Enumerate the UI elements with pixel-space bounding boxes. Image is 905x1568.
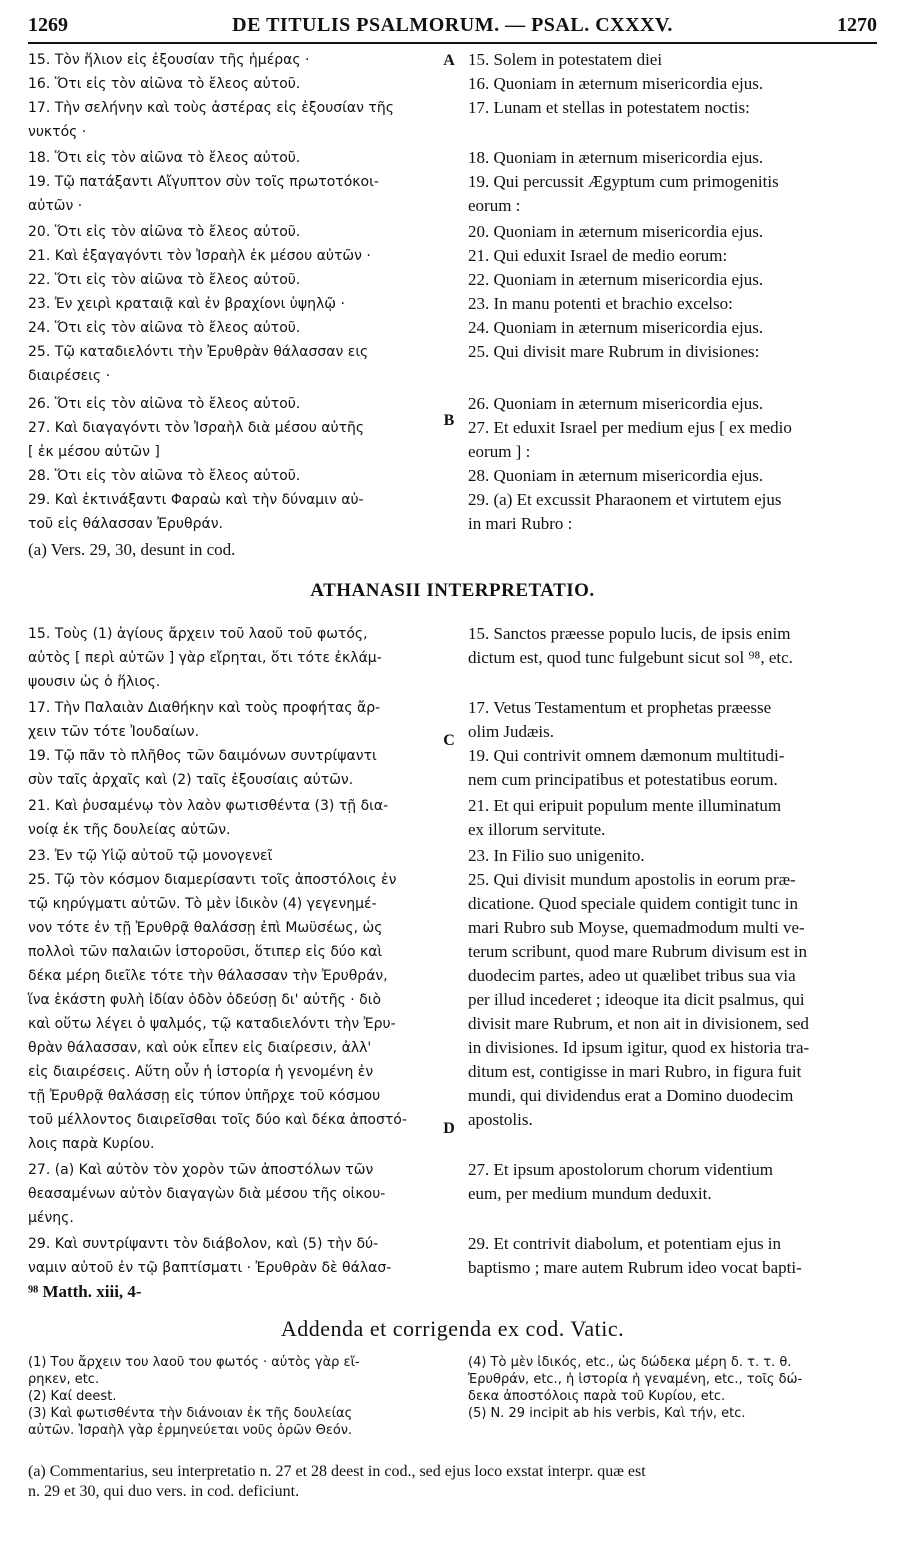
text-line: 19. Τῷ πατάξαντι Αἴγυπτον σὺν τοῖς πρωτοτόκοι- (28, 174, 379, 190)
text-line: καὶ οὕτω λέγει ὁ ψαλμός, τῷ καταδιελόντι τὴν Ἐρυ- (28, 1016, 396, 1032)
text-line: 26. Ὅτι εἰς τὸν αἰῶνα τὸ ἔλεος αὐτοῦ. (28, 396, 301, 412)
text-line: eorum ] : (468, 442, 531, 461)
text-line: μένης. (28, 1210, 74, 1226)
text-line: 17. Τὴν σελήνην καὶ τοὺς ἀστέρας εἰς ἐξουσίαν τῆς (28, 100, 394, 116)
text-line: δέκα μέρη διεῖλε τότε τὴν θάλασσαν τὴν Ἐρυθράν, (28, 968, 388, 984)
text-line: 16. Quoniam in æternum misericordia ejus. (468, 74, 764, 93)
text-line: mari Rubro sub Moyse, quemadmodum multi ve- (468, 918, 805, 937)
text-line: 24. Ὅτι εἰς τὸν αἰῶνα τὸ ἔλεος αὐτοῦ. (28, 320, 301, 336)
text-line: baptismo ; mare autem Rubrum ideo vocat bapti- (468, 1258, 802, 1277)
text-line: τοῦ μέλλοντος διαιρεῖσθαι τοῖς δύο καὶ δέκα ἀποστό- (28, 1112, 407, 1128)
section-title: ATHANASII INTERPRETATIO. (310, 580, 595, 601)
addenda-line: δεκα ἀποστόλοις παρὰ τοῦ Κυρίου, etc. (468, 1389, 726, 1404)
text-line: 25. Τῷ τὸν κόσμον διαμερίσαντι τοῖς ἀποστόλοις ἐν (28, 872, 397, 888)
addenda-line: (5) N. 29 incipit ab his verbis, Καὶ τήν, etc. (468, 1406, 746, 1421)
text-line: ditum est, contigisse in mari Rubro, in figura fuit (468, 1062, 802, 1081)
text-line: ἵνα ἑκάστη φυλὴ ἰδίαν ὁδὸν ὁδεύσῃ δι' αὐτῆς · διὸ (28, 992, 382, 1008)
text-line: 19. Qui percussit Ægyptum cum primogenitis (468, 172, 779, 191)
text-line: 29. Καὶ ἐκτινάξαντι Φαραὼ καὶ τὴν δύναμιν αὐ- (28, 492, 364, 508)
text-line: 27. Et eduxit Israel per medium ejus [ ex medio (468, 418, 792, 437)
text-line: 28. Ὅτι εἰς τὸν αἰῶνα τὸ ἔλεος αὐτοῦ. (28, 468, 301, 484)
text-line: nem cum principatibus et potestatibus eorum. (468, 770, 778, 789)
addenda-line: (1) Του ἄρχειν του λαοῦ του φωτός · αὐτὸς γὰρ εἴ- (28, 1355, 360, 1370)
margin-marker-c: C (443, 732, 455, 749)
addenda-line: (3) Καὶ φωτισθέντα τὴν διάνοιαν ἐκ τῆς δουλείας (28, 1406, 353, 1421)
text-line: 23. In Filio suo unigenito. (468, 846, 645, 865)
text-line: 18. Quoniam in æternum misericordia ejus. (468, 148, 764, 167)
footnote-line: (a) Vers. 29, 30, desunt in cod. (28, 540, 236, 559)
page-number-left: 1269 (28, 14, 68, 36)
text-line: dicatione. Quod speciale quidem contigit tunc in (468, 894, 798, 913)
text-line: νοίᾳ ἐκ τῆς δουλείας αὐτῶν. (28, 822, 231, 838)
text-line: eorum : (468, 196, 521, 215)
text-line: τῷ κηρύγματι αὐτῶν. Τὸ μὲν ἰδικὸν (4) γεγενημέ- (28, 896, 377, 912)
text-line: διαιρέσεις · (28, 368, 111, 384)
text-line: χειν τῶν τότε Ἰουδαίων. (28, 724, 200, 740)
addenda-line: Ἐρυθράν, etc., ἡ ἱστορία ἡ γεναμένη, etc., τοῖς δώ- (468, 1372, 803, 1387)
margin-marker-a: A (443, 52, 455, 69)
text-line: 19. Qui contrivit omnem dæmonum multitudi- (468, 746, 785, 765)
addenda-line: αὐτῶν. Ἰσραὴλ γὰρ ἑρμηνεύεται νοῦς ὁρῶν Θεόν. (28, 1423, 353, 1438)
text-line: αὐτῶν · (28, 198, 83, 214)
text-line: ex illorum servitute. (468, 820, 606, 839)
footnote-line: ⁹⁸ Matth. xiii, 4- (28, 1282, 142, 1301)
text-line: 16. Ὅτι εἰς τὸν αἰῶνα τὸ ἔλεος αὐτοῦ. (28, 76, 301, 92)
text-line: mundi, qui dividendus erat a Domino duodecim (468, 1086, 794, 1105)
text-line: 25. Qui divisit mare Rubrum in divisiones: (468, 342, 760, 361)
text-line: divisit mare Rubrum, et non ait in divisionem, sed (468, 1014, 809, 1033)
text-line: τοῦ εἰς θάλασσαν Ἐρυθράν. (28, 516, 223, 532)
running-title: DE TITULIS PSALMORUM. — PSAL. CXXXV. (232, 14, 673, 36)
text-line: 27. Καὶ διαγαγόντι τὸν Ἰσραὴλ διὰ μέσου αὐτῆς (28, 420, 365, 436)
text-line: 23. Ἐν τῷ Υἱῷ αὐτοῦ τῷ μονογενεῖ (28, 848, 273, 864)
text-line: 15. Solem in potestatem diei (468, 50, 663, 69)
text-line: olim Judæis. (468, 722, 554, 741)
text-line: 15. Sanctos præesse populo lucis, de ipsis enim (468, 624, 791, 643)
text-line: 19. Τῷ πᾶν τὸ πλῆθος τῶν δαιμόνων συντρίψαντι (28, 748, 377, 764)
text-line: terum scribunt, quod mare Rubrum divisum est in (468, 942, 808, 961)
text-line: [ ἐκ μέσου αὐτῶν ] (28, 444, 160, 460)
text-line: 17. Τὴν Παλαιὰν Διαθήκην καὶ τοὺς προφήτας ἄρ- (28, 700, 381, 716)
text-line: 24. Quoniam in æternum misericordia ejus. (468, 318, 764, 337)
text-line: 22. Quoniam in æternum misericordia ejus. (468, 270, 764, 289)
text-line: 29. (a) Et excussit Pharaonem et virtutem ejus (468, 490, 782, 509)
text-line: in divisiones. Id ipsum igitur, quod ex historia tra- (468, 1038, 810, 1057)
text-line: 29. Et contrivit diabolum, et potentiam ejus in (468, 1234, 782, 1253)
text-line: ναμιν αὐτοῦ ἐν τῷ βαπτίσματι · Ἐρυθρὰν δὲ θάλασ- (28, 1260, 392, 1276)
addenda-line: (2) Καί deest. (28, 1389, 117, 1404)
text-line: 28. Quoniam in æternum misericordia ejus. (468, 466, 764, 485)
bottom-note-line: (a) Commentarius, seu interpretatio n. 27 et 28 deest in cod., sed ejus loco exstat interpr. quæ est (28, 1463, 646, 1480)
text-line: apostolis. (468, 1110, 533, 1129)
text-line: θρὰν θάλασσαν, καὶ οὐκ εἶπεν εἰς διαίρεσιν, ἀλλ' (28, 1040, 372, 1056)
text-line: 29. Καὶ συντρίψαντι τὸν διάβολον, καὶ (5) τὴν δύ- (28, 1236, 379, 1252)
text-line: 27. Et ipsum apostolorum chorum videntium (468, 1160, 774, 1179)
text-line: 21. Καὶ ἐξαγαγόντι τὸν Ἰσραὴλ ἐκ μέσου αὐτῶν · (28, 248, 371, 264)
margin-marker-d: D (443, 1120, 455, 1137)
text-line: 26. Quoniam in æternum misericordia ejus. (468, 394, 764, 413)
text-line: 18. Ὅτι εἰς τὸν αἰῶνα τὸ ἔλεος αὐτοῦ. (28, 150, 301, 166)
text-line: 21. Καὶ ῥυσαμένῳ τὸν λαὸν φωτισθέντα (3) τῇ δια- (28, 798, 389, 814)
text-line: in mari Rubro : (468, 514, 573, 533)
text-line: 22. Ὅτι εἰς τὸν αἰῶνα τὸ ἔλεος αὐτοῦ. (28, 272, 301, 288)
text-line: 17. Lunam et stellas in potestatem noctis: (468, 98, 750, 117)
text-line: 21. Qui eduxit Israel de medio eorum: (468, 246, 728, 265)
text-line: θεασαμένων αὐτὸν διαγαγὼν διὰ μέσου τῆς οἰκου- (28, 1186, 386, 1202)
text-line: per illud incederet ; ideoque ita dicit psalmus, qui (468, 990, 805, 1009)
text-line: σὺν ταῖς ἀρχαῖς καὶ (2) ταῖς ἐξουσίαις αὐτῶν. (28, 772, 354, 788)
text-line: duodecim partes, adeo ut quælibet tribus sua via (468, 966, 796, 985)
text-line: πολλοὶ τῶν παλαιῶν ἱστοροῦσι, ὅτιπερ εἰς δύο καὶ (28, 944, 383, 960)
text-line: νυκτός · (28, 124, 87, 140)
bottom-note-line: n. 29 et 30, qui duo vers. in cod. deficiunt. (28, 1483, 300, 1500)
text-line: τῇ Ἐρυθρᾷ θαλάσσῃ εἰς τύπον ὑπῆρχε τοῦ κόσμου (28, 1088, 381, 1104)
addenda-line: (4) Τὸ μὲν ἰδικός, etc., ὡς δώδεκα μέρη δ. τ. τ. θ. (468, 1355, 792, 1370)
text-line: 23. In manu potenti et brachio excelso: (468, 294, 733, 313)
text-line: dictum est, quod tunc fulgebunt sicut sol ⁹⁸, etc. (468, 648, 793, 667)
text-line: 25. Qui divisit mundum apostolis in eorum præ- (468, 870, 796, 889)
page-header (28, 12, 877, 44)
text-line: νον τότε ἐν τῇ Ἐρυθρᾷ θαλάσσῃ ἐπὶ Μωϋσέως, ὡς (28, 920, 383, 936)
text-line: 25. Τῷ καταδιελόντι τὴν Ἐρυθρὰν θάλασσαν εις (28, 344, 369, 360)
text-line: 23. Ἐν χειρὶ κραταιᾷ καὶ ἐν βραχίονι ὑψηλῷ · (28, 296, 345, 312)
text-line: αὐτὸς [ περὶ αὐτῶν ] γὰρ εἴρηται, ὅτι τότε ἐκλάμ- (28, 650, 382, 666)
text-line: λοις παρὰ Κυρίου. (28, 1136, 155, 1152)
text-line: 20. Ὅτι εἰς τὸν αἰῶνα τὸ ἔλεος αὐτοῦ. (28, 224, 301, 240)
text-line: 20. Quoniam in æternum misericordia ejus. (468, 222, 764, 241)
margin-marker-b: B (443, 412, 455, 429)
text-line: 15. Τοὺς (1) ἁγίους ἄρχειν τοῦ λαοῦ τοῦ φωτός, (28, 626, 368, 642)
text-line: eum, per medium mundum deduxit. (468, 1184, 712, 1203)
text-line: ψουσιν ὡς ὁ ἥλιος. (28, 674, 161, 690)
addenda-title: Addenda et corrigenda ex cod. Vatic. (280, 1316, 625, 1341)
text-line: 27. (a) Καὶ αὐτὸν τὸν χορὸν τῶν ἀποστόλων τῶν (28, 1162, 374, 1178)
text-line: 17. Vetus Testamentum et prophetas præesse (468, 698, 772, 717)
addenda-line: ρηκεν, etc. (28, 1372, 100, 1387)
text-line: εἰς διαιρέσεις. Αὕτη οὖν ἡ ἱστορία ἡ γενομένη ἐν (28, 1064, 374, 1080)
page-number-right: 1270 (837, 14, 877, 36)
text-line: 21. Et qui eripuit populum mente illuminatum (468, 796, 782, 815)
text-line: 15. Τὸν ἥλιον εἰς ἐξουσίαν τῆς ἡμέρας · (28, 52, 310, 68)
